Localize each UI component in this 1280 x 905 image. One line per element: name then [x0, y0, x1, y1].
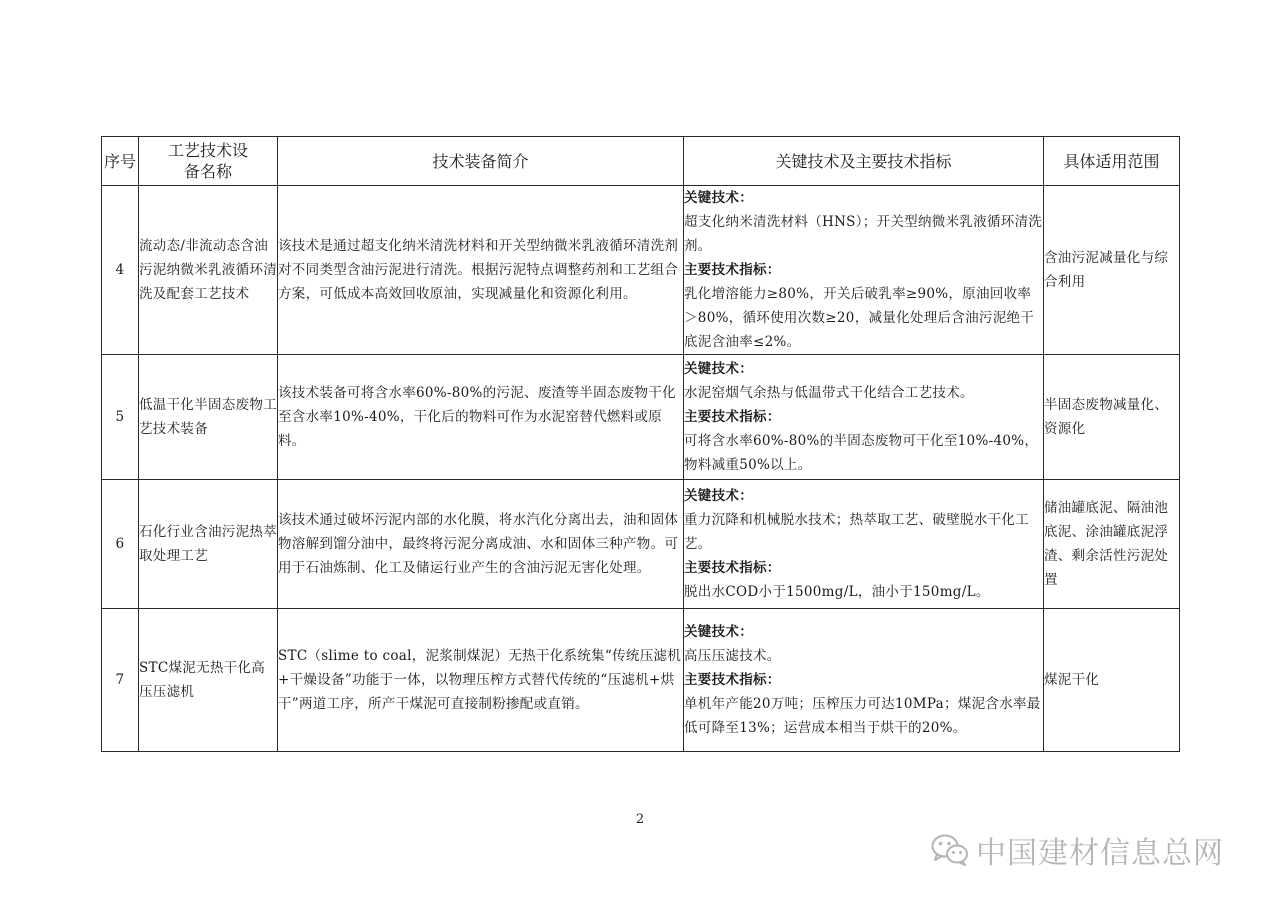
row-name: STC煤泥无热干化高压压滤机 [139, 609, 278, 752]
indicator-text: 可将含水率60%-80%的半固态废物可干化至10%-40%，物料减重50%以上。 [684, 433, 1039, 473]
row-name: 低温干化半固态废物工艺技术装备 [139, 355, 278, 480]
indicator-label: 主要技术指标： [684, 560, 781, 576]
row-name: 石化行业含油污泥热萃取处理工艺 [139, 480, 278, 609]
key-tech-label: 关键技术： [684, 488, 753, 504]
row-scope: 半固态废物减量化、资源化 [1044, 355, 1180, 480]
indicator-text: 单机年产能20万吨；压榨压力可达10MPa；煤泥含水率最低可降至13%；运营成本相当于烘干的20%。 [684, 696, 1041, 736]
row-key-tech [684, 480, 1044, 609]
row-name: 流动态/非流动态含油污泥纳微米乳液循环清洗及配套工艺技术 [139, 186, 278, 355]
row-intro: 该技术是通过超支化纳米清洗材料和开关型纳微米乳液循环清洗剂对不同类型含油污泥进行清洗。根据污泥特点调整药剂和工艺组合方案，可低成本高效回收原油，实现减量化和资源化利用。 [278, 186, 684, 355]
row-seq: 6 [102, 480, 139, 609]
technology-table [101, 136, 1180, 752]
table-body [102, 186, 1180, 752]
key-tech-text: 水泥窑烟气余热与低温带式干化结合工艺技术。 [684, 385, 974, 401]
indicator-text: 脱出水COD小于1500mg/L，油小于150mg/L。 [684, 584, 990, 600]
table-header [102, 137, 1180, 186]
row-intro: STC（slime to coal，泥浆制煤泥）无热干化系统集“传统压滤机+干燥设备”功能于一体，以物理压榨方式替代传统的“压滤机+烘干”两道工序，所产干煤泥可直接制粉掺配或直销。 [278, 609, 684, 752]
row-intro: 该技术通过破坏污泥内部的水化膜，将水汽化分离出去，油和固体物溶解到馏分油中，最终将污泥分离成油、水和固体三种产物。可用于石油炼制、化工及储运行业产生的含油污泥无害化处理。 [278, 480, 684, 609]
key-tech-label: 关键技术： [684, 624, 753, 640]
row-seq: 4 [102, 186, 139, 355]
row-key-tech [684, 186, 1044, 355]
table-row [102, 355, 1180, 480]
row-scope: 含油污泥减量化与综合利用 [1044, 186, 1180, 355]
table-row [102, 186, 1180, 355]
wechat-icon [930, 833, 976, 867]
header-row [102, 137, 1180, 186]
row-seq: 7 [102, 609, 139, 752]
indicator-text: 乳化增溶能力≥80%，开关后破乳率≥90%，原油回收率＞80%，循环使用次数≥20，减量化处理后含油污泥绝干底泥含油率≤2%。 [684, 286, 1035, 350]
page-number: 2 [635, 812, 645, 827]
row-seq: 5 [102, 355, 139, 480]
table-row [102, 480, 1180, 609]
row-key-tech [684, 355, 1044, 480]
header-scope: 具体适用范围 [1044, 137, 1180, 186]
key-tech-text: 超支化纳米清洗材料（HNS）；开关型纳微米乳液循环清洗剂。 [684, 214, 1043, 254]
watermark [930, 828, 1224, 872]
header-key: 关键技术及主要技术指标 [684, 137, 1044, 186]
header-name: 工艺技术设备名称 [139, 137, 278, 186]
row-scope: 煤泥干化 [1044, 609, 1180, 752]
key-tech-label: 关键技术： [684, 361, 753, 377]
row-key-tech [684, 609, 1044, 752]
key-tech-text: 高压压滤技术。 [684, 648, 781, 664]
watermark-text: 中国建材信息总网 [976, 836, 1224, 871]
indicator-label: 主要技术指标： [684, 262, 781, 278]
indicator-label: 主要技术指标： [684, 672, 781, 688]
row-intro: 该技术装备可将含水率60%-80%的污泥、废渣等半固态废物干化至含水率10%-40%，干化后的物料可作为水泥窑替代燃料或原料。 [278, 355, 684, 480]
header-seq: 序号 [102, 137, 139, 186]
header-intro: 技术装备简介 [278, 137, 684, 186]
key-tech-label: 关键技术： [684, 190, 753, 206]
indicator-label: 主要技术指标： [684, 409, 781, 425]
row-scope: 储油罐底泥、隔油池底泥、涂油罐底泥浮渣、剩余活性污泥处置 [1044, 480, 1180, 609]
key-tech-text: 重力沉降和机械脱水技术；热萃取工艺、破壁脱水干化工艺。 [684, 512, 1029, 552]
table-row [102, 609, 1180, 752]
